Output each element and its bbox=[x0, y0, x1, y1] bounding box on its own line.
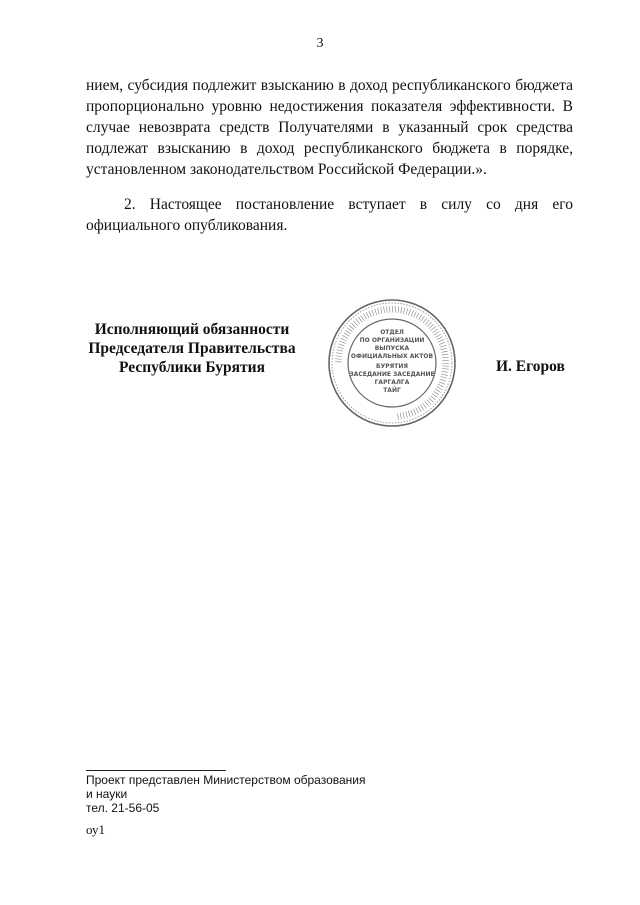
seal-text-line: ЗАСЕДАНИЕ ЗАСЕДАНИЕ bbox=[349, 371, 435, 378]
seal-text-line: ОФИЦИАЛЬНЫХ АКТОВ bbox=[350, 353, 434, 360]
signatory-title bbox=[86, 320, 298, 377]
document-code: оу1 bbox=[86, 822, 106, 837]
paragraph-effective-date: 2. Настоящее постановление вступает в силу со дня его официального опубликования. bbox=[86, 196, 573, 234]
signatory-title-line: Республики Бурятия bbox=[119, 359, 265, 376]
footer-line: Проект представлен Министерством образования bbox=[86, 773, 366, 787]
seal-text-line: БУРЯТИЯ bbox=[376, 363, 408, 370]
seal-text-line: ГАРГАЛГА bbox=[374, 379, 410, 386]
footer-line: и науки bbox=[86, 787, 128, 801]
seal-text-line: ВЫПУСКА bbox=[374, 345, 410, 352]
signatory-title-line: Председателя Правительства bbox=[88, 340, 296, 357]
seal-text-line: ОТДЕЛ bbox=[380, 329, 404, 336]
seal-text-line: ПО ОРГАНИЗАЦИИ bbox=[359, 337, 425, 344]
paragraph-continuation: нием, субсидия подлежит взысканию в доход республиканского бюджета пропорционально уровню недостижения показателя эффективности. В случае невозврата средств Получателями в указанный срок средства подлежат взысканию в доход республиканского бюджета в порядке, установленном законодательством Российской Федерации.». bbox=[86, 77, 573, 178]
footer-line: тел. 21-56-05 bbox=[86, 801, 160, 815]
seal-text-line: ТАЙГ bbox=[383, 387, 401, 394]
footer-note bbox=[86, 773, 366, 815]
signatory-title-line: Исполняющий обязанности bbox=[94, 321, 290, 338]
svg-text:||||||||||||||||||||||||||||||: |||||||||||||||||||||||||||||||||||||||||||||||||||||||||||||||||||||||||||||||||||||| bbox=[333, 304, 451, 421]
official-seal-icon bbox=[326, 297, 458, 429]
signatory-name: И. Егоров bbox=[496, 358, 565, 375]
page-number: 3 bbox=[316, 36, 324, 51]
footer-divider bbox=[86, 770, 226, 771]
